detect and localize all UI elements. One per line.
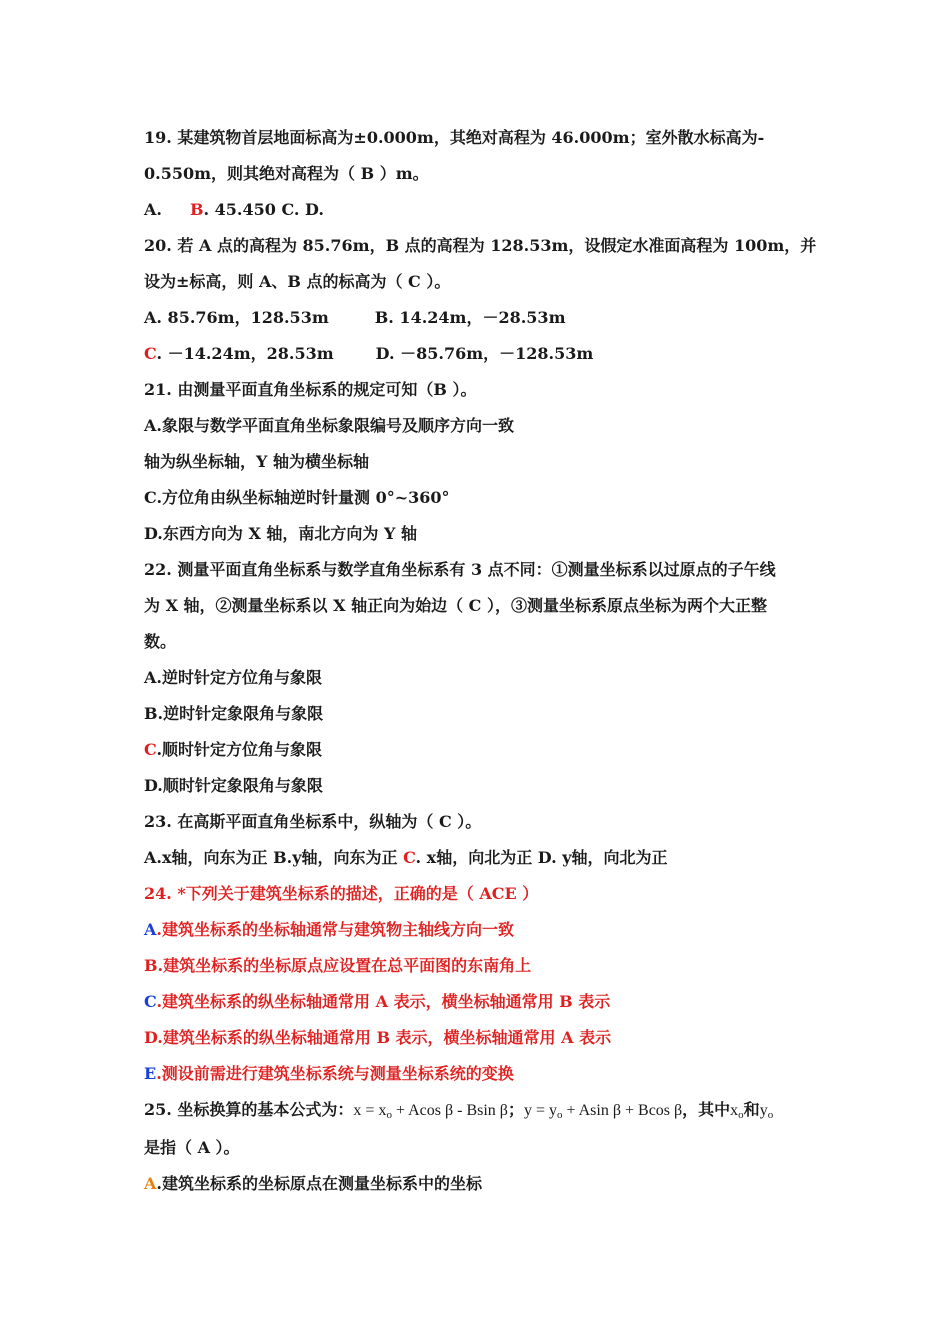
q23-answer-letter: C bbox=[403, 848, 416, 867]
q21-option-d: D.东西方向为 X 轴，南北方向为 Y 轴 bbox=[144, 524, 417, 543]
q21-option-a: A.象限与数学平面直角坐标象限编号及顺序方向一致 bbox=[144, 416, 514, 435]
q24-option-e: E.测设前需进行建筑坐标系统与测量坐标系统的变换 bbox=[144, 1064, 514, 1083]
q25-y0: $y_o$ bbox=[759, 1102, 774, 1121]
q19-option-rest: . 45.450 C. D. bbox=[203, 200, 324, 219]
q21-option-c: C.方位角由纵坐标轴逆时针量测 0°~360° bbox=[144, 488, 450, 507]
q23-options bbox=[144, 848, 668, 868]
q19-options bbox=[144, 200, 324, 220]
q22-answer-letter: C bbox=[144, 740, 157, 759]
q24-option-c-letter: C bbox=[144, 992, 157, 1011]
q24-option-b: B.建筑坐标系的坐标原点应设置在总平面图的东南角上 bbox=[144, 956, 532, 975]
q19-line2: 0.550m，则其绝对高程为（ B ）m。 bbox=[144, 164, 429, 183]
q21-option-b: 轴为纵坐标轴，Y 轴为横坐标轴 bbox=[144, 452, 369, 471]
q24-option-a-letter: A bbox=[144, 920, 157, 939]
q25-formula-y: $y = y_o + Asin$ β + Bcos β bbox=[523, 1102, 683, 1121]
q24-option-c: C.建筑坐标系的纵坐标轴通常用 A 表示，横坐标轴通常用 B 表示 bbox=[144, 992, 611, 1011]
q25-answer-letter: A bbox=[144, 1174, 157, 1193]
q19-answer-letter: B bbox=[189, 200, 204, 219]
q22-option-a: A.逆时针定方位角与象限 bbox=[144, 668, 322, 687]
q20-line2: 设为±标高，则 A、B 点的标高为（ C ）。 bbox=[144, 272, 451, 291]
q20-option-b: B. 14.24m，－28.53m bbox=[374, 308, 566, 327]
q22-option-b: B.逆时针定象限角与象限 bbox=[144, 704, 324, 723]
q21-stem: 21. 由测量平面直角坐标系的规定可知（B ）。 bbox=[144, 380, 477, 399]
q20-options-ab bbox=[144, 308, 566, 328]
q25-line2: 是指（ A ）。 bbox=[144, 1138, 240, 1157]
q20-option-c: . －14.24m，28.53m bbox=[156, 344, 334, 363]
q25-x0: $x_o$ bbox=[730, 1102, 744, 1121]
q20-option-d: D. －85.76m，－128.53m bbox=[375, 344, 594, 363]
q23-option-ab: A.x轴，向东为正 B.y轴，向东为正 bbox=[144, 848, 404, 867]
q20-line1: 20. 若 A 点的高程为 85.76m，B 点的高程为 128.53m，设假定水准面高程为 100m，并 bbox=[144, 236, 817, 255]
q19-line1: 19. 某建筑物首层地面标高为±0.000m，其绝对高程为 46.000m；室外散水标高为- bbox=[144, 128, 765, 147]
q22-line2: 为 X 轴，②测量坐标系以 X 轴正向为始边（ C ），③测量坐标系原点坐标为两个大正整 bbox=[144, 596, 767, 615]
q24-option-d: D.建筑坐标系的纵坐标轴通常用 B 表示，横坐标轴通常用 A 表示 bbox=[144, 1028, 612, 1047]
q23-option-cd: . x轴，向北为正 D. y轴，向北为正 bbox=[415, 848, 668, 867]
q24-option-e-letter: E bbox=[144, 1064, 157, 1083]
q24-stem: 24. *下列关于建筑坐标系的描述，正确的是（ ACE ） bbox=[144, 884, 539, 903]
q22-option-c: C.顺时针定方位角与象限 bbox=[144, 740, 323, 759]
q19-option-a: A. bbox=[144, 200, 162, 219]
q25-option-a: A.建筑坐标系的坐标原点在测量坐标系中的坐标 bbox=[144, 1174, 482, 1193]
q20-options-cd bbox=[144, 344, 593, 364]
q25-formula-x: $x = x_o + Acos$ β - Bsin β bbox=[353, 1102, 508, 1121]
q20-answer-letter: C bbox=[144, 344, 157, 363]
q25-stem: 25. 坐标换算的基本公式为：$x = x_o + Acos$ β - Bsin β；$y = y_o + Asin$ β + Bcos β，其中$x_o$和$y_o$ bbox=[144, 1100, 774, 1121]
q22-option-d: D.顺时针定象限角与象限 bbox=[144, 776, 323, 795]
q22-line1: 22. 测量平面直角坐标系与数学直角坐标系有 3 点不同：①测量坐标系以过原点的子午线 bbox=[144, 560, 776, 579]
q23-stem: 23. 在高斯平面直角坐标系中，纵轴为（ C ）。 bbox=[144, 812, 482, 831]
q22-line3: 数。 bbox=[144, 632, 177, 651]
q24-option-a: A.建筑坐标系的坐标轴通常与建筑物主轴线方向一致 bbox=[144, 920, 514, 939]
q20-option-a: A. 85.76m，128.53m bbox=[144, 308, 329, 327]
